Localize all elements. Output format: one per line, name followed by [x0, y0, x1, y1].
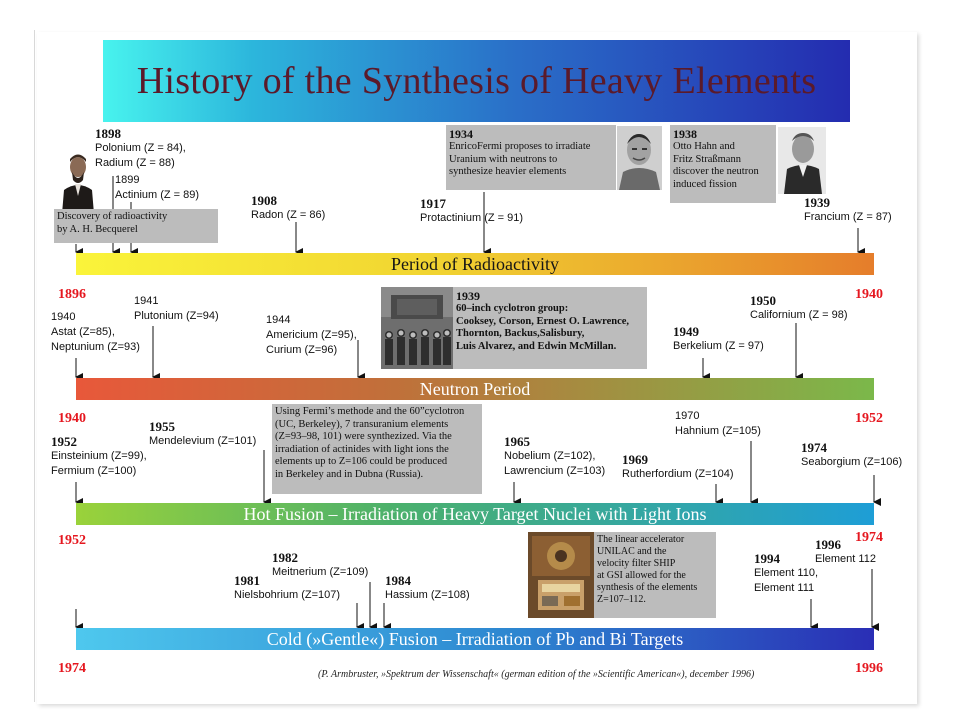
source-credit: (P. Armbruster, »Spektrum der Wissenschaft« (german edition of the »Scientific American«), december 1996)	[318, 669, 755, 680]
note-cyclotron	[453, 287, 647, 369]
event-1950	[750, 293, 848, 323]
event-year: 1949	[673, 324, 699, 339]
event-1908	[251, 193, 325, 223]
period-3-start-year: 1952	[58, 533, 86, 548]
event-year: 1974	[801, 440, 827, 455]
event-year: 1996	[815, 537, 841, 552]
event-text: Hahnium (Z=105)	[675, 425, 761, 437]
note-text: Otto Hahn and	[673, 141, 735, 152]
event-1955	[149, 419, 256, 449]
event-text: Polonium (Z = 84),	[95, 142, 186, 154]
note-text: elements up to Z=106 could be produced	[275, 456, 448, 467]
event-1941	[134, 294, 219, 324]
note-text: EnricoFermi proposes to irradiate	[449, 141, 591, 152]
note-text: Fritz Straßmann	[673, 153, 741, 165]
period-4-end-year: 1996	[855, 661, 883, 676]
event-text: Lawrencium (Z=103)	[504, 465, 606, 477]
event-text: Einsteinium (Z=99),	[51, 450, 147, 462]
event-text: Actinium (Z = 89)	[115, 189, 200, 201]
event-year: 1941	[134, 295, 159, 307]
event-1965	[504, 434, 605, 479]
note-year: 1934	[449, 127, 473, 141]
event-text: Protactinium (Z = 91)	[420, 212, 524, 224]
note-text: Thornton, Backus,Salisbury,	[456, 328, 585, 339]
event-year: 1952	[51, 434, 77, 449]
note-text: 60–inch cyclotron group:	[456, 303, 569, 314]
event-year: 1965	[504, 434, 530, 449]
note-year: 1939	[456, 289, 480, 303]
event-year: 1981	[234, 573, 260, 588]
event-text: Meitnerium (Z=109)	[272, 566, 369, 578]
event-text: Nielsbohrium (Z=107)	[234, 589, 341, 601]
note-text: irradiation of actinides with light ions the	[275, 443, 449, 455]
note-text: (Z=93–98, 101) were synthezized. Via the	[275, 431, 452, 442]
event-text: Nobelium (Z=102),	[504, 450, 596, 462]
event-year: 1984	[385, 573, 411, 588]
note-text: Discovery of radioactivity	[57, 211, 168, 222]
event-1952	[51, 434, 147, 479]
period-4-start-year: 1974	[58, 661, 86, 676]
bar-period-radioactivity: Period of Radioactivity	[76, 253, 874, 275]
note-text: Luis Alvarez, and Edwin McMillan.	[456, 340, 617, 352]
note-text: at GSI allowed for the	[597, 570, 686, 581]
event-text: Neptunium (Z=93)	[51, 341, 140, 353]
event-1949	[673, 324, 764, 354]
event-1899	[115, 173, 199, 203]
note-text: velocity filter SHIP	[597, 558, 676, 569]
event-text: Rutherfordium (Z=104)	[622, 468, 734, 480]
event-1939-francium	[804, 195, 892, 225]
note-text: (UC, Berkeley), 7 transuranium elements	[275, 418, 449, 430]
event-1994	[754, 551, 818, 596]
note-text: Uranium with neutrons to	[449, 153, 558, 165]
event-1944	[266, 313, 357, 358]
note-text: in Berkeley and in Dubna (Russia).	[275, 468, 424, 480]
event-text: Seaborgium (Z=106)	[801, 456, 903, 468]
note-text: Cooksey, Corson, Ernest O. Lawrence,	[456, 315, 630, 327]
event-text: Radon (Z = 86)	[251, 209, 326, 221]
event-1969	[622, 452, 734, 482]
period-2-start-year: 1940	[58, 411, 86, 426]
event-text: Element 110,	[754, 567, 819, 579]
note-text: synthesis of the elements	[597, 582, 698, 593]
bar-hot-fusion: Hot Fusion – Irradiation of Heavy Target Nuclei with Light Ions	[76, 503, 874, 525]
event-year: 1950	[750, 293, 776, 308]
event-year: 1908	[251, 193, 277, 208]
event-text: Hassium (Z=108)	[385, 589, 470, 601]
note-text: by A. H. Becquerel	[57, 223, 138, 235]
note-text: synthesize heavier elements	[449, 166, 567, 177]
event-text: Berkelium (Z = 97)	[673, 340, 764, 352]
bar-neutron-period: Neutron Period	[76, 378, 874, 400]
event-text: Plutonium (Z=94)	[134, 310, 219, 322]
period-2-end-year: 1952	[855, 411, 883, 426]
event-1917	[420, 196, 523, 226]
event-text: Fermium (Z=100)	[51, 465, 137, 477]
note-text: induced fission	[673, 178, 737, 190]
event-text: Mendelevium (Z=101)	[149, 435, 257, 447]
note-becquerel	[54, 209, 218, 243]
event-year: 1917	[420, 196, 446, 211]
bar-cold-fusion: Cold (»Gentle«) Fusion – Irradiation of Pb and Bi Targets	[76, 628, 874, 650]
event-1970	[675, 409, 761, 439]
event-1982	[272, 550, 368, 580]
event-year: 1899	[115, 174, 140, 186]
page-title: History of the Synthesis of Heavy Elements	[136, 60, 817, 102]
event-year: 1982	[272, 550, 298, 565]
event-year: 1969	[622, 452, 648, 467]
note-text: Z=107–112.	[597, 594, 646, 605]
note-berkeley	[272, 404, 482, 494]
event-year: 1939	[804, 195, 830, 210]
event-year: 1940	[51, 311, 76, 323]
event-text: Element 112	[815, 553, 876, 565]
note-fermi	[446, 125, 616, 190]
event-1898	[95, 126, 186, 171]
event-1940	[51, 310, 140, 355]
period-1-end-year: 1940	[855, 287, 883, 302]
note-text: Using Fermi’s methode and the 60”cyclotron	[275, 406, 465, 417]
event-text: Radium (Z = 88)	[95, 157, 175, 169]
event-text: Astat (Z=85),	[51, 326, 115, 338]
event-text: Francium (Z = 87)	[804, 211, 892, 223]
event-year: 1944	[266, 314, 291, 326]
note-hahn	[670, 125, 776, 203]
note-text: The linear accelerator	[597, 534, 685, 545]
event-text: Element 111	[754, 582, 815, 594]
note-year: 1938	[673, 127, 697, 141]
event-text: Californium (Z = 98)	[750, 309, 848, 321]
event-text: Americium (Z=95),	[266, 329, 357, 341]
event-year: 1970	[675, 410, 700, 422]
event-text: Curium (Z=96)	[266, 344, 338, 356]
event-year: 1955	[149, 419, 175, 434]
event-1984	[385, 573, 470, 603]
event-year: 1994	[754, 551, 780, 566]
period-1-start-year: 1896	[58, 287, 86, 302]
event-year: 1898	[95, 126, 121, 141]
note-gsi	[594, 532, 716, 618]
note-text: discover the neutron	[673, 166, 759, 177]
event-1996	[815, 537, 876, 567]
period-3-end-year: 1974	[855, 530, 883, 545]
note-text: UNILAC and the	[597, 546, 667, 557]
event-1974	[801, 440, 902, 470]
